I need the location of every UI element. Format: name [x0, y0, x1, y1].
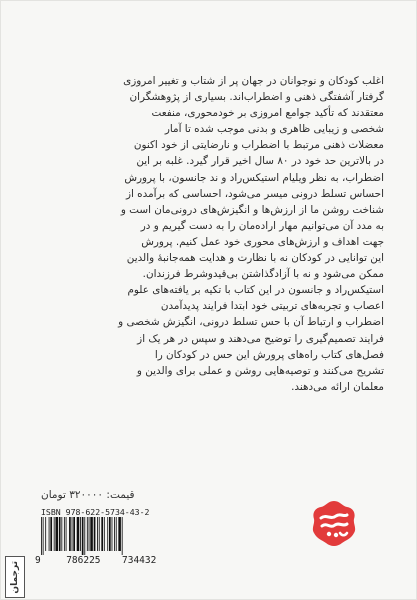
- barcode-digits: [35, 555, 165, 566]
- barcode-bar: [54, 517, 55, 551]
- publisher-logo-icon: [309, 498, 359, 548]
- barcode-bar: [64, 517, 65, 551]
- blurb-line: به مدد آن می‌توانیم مهار اراده‌مان را به دست گیریم و در: [140, 219, 384, 232]
- blurb-line: شخصی و زیبایی ظاهری و بدنی موجب شده تا آمار: [164, 123, 384, 136]
- blurb-line: اغلب کودکان و نوجوانان در جهان پر از شتاب و تغییر امروزی: [123, 75, 384, 87]
- barcode-bar: [89, 517, 90, 551]
- blurb-line: معلمان ارائه می‌دهند.: [291, 380, 384, 393]
- barcode-digit-first: 9: [35, 555, 41, 566]
- barcode-bar: [59, 517, 61, 551]
- blurb-line: تشریح می‌کنند و توصیه‌هایی روشن و عملی برای والدین و: [136, 364, 384, 377]
- barcode-bar: [99, 517, 100, 551]
- barcode-bar: [109, 517, 111, 551]
- barcode-bar: [118, 517, 121, 551]
- blurb-line: فرایند تصمیم‌گیری را توضیح می‌دهند و سپس در هر یک از: [137, 332, 384, 345]
- blurb-line: فصل‌های کتاب راه‌های پرورش این حس در کودکان را: [154, 348, 384, 361]
- barcode-bar: [43, 517, 44, 555]
- barcode-bar: [66, 517, 67, 551]
- blurb-line: گرفتار آشفتگی ذهنی و اضطراب‌اند. بسیاری از پژوهشگران: [129, 91, 384, 104]
- blurb-line: استیکس‌راد و جانسون در این کتاب با تکیه بر یافته‌های علوم: [127, 284, 384, 297]
- barcode-bar: [107, 517, 108, 551]
- spine-tab: [5, 556, 25, 598]
- blurb-line: شناخت روشن ما از ارزش‌ها و انگیزش‌های درونی‌مان است و: [120, 203, 384, 216]
- barcode-bar: [61, 517, 62, 551]
- barcode-bar: [84, 517, 85, 555]
- barcode-bar: [41, 517, 42, 555]
- spine-tab-label: ترجمان: [10, 560, 20, 594]
- barcode-bar: [90, 517, 93, 551]
- barcode-digits-left: 786225: [66, 555, 101, 566]
- barcode-bar: [72, 517, 73, 551]
- barcode-bar: [114, 517, 115, 551]
- barcode-bar: [82, 517, 84, 555]
- barcode: [39, 517, 155, 555]
- barcode-bar: [87, 517, 88, 551]
- blurb-line: اضطراب و ارتباط آن با حس تسلط درونی، انگیزش شخصی و: [118, 316, 384, 329]
- barcode-bar: [55, 517, 58, 551]
- barcode-bar: [73, 517, 75, 551]
- barcode-bar: [104, 517, 105, 551]
- barcode-bar: [80, 517, 81, 551]
- barcode-bar: [69, 517, 71, 551]
- blurb-line: در بالاترین حد خود در ۸۰ سال اخیر قرار گیرد. غلبه بر این: [136, 155, 384, 168]
- barcode-bar: [101, 517, 103, 551]
- barcode-bar: [94, 517, 96, 551]
- barcode-bar: [49, 517, 50, 551]
- blurb-line: این توانایی در کودکان نه با نظارت و هدایت همه‌جانبهٔ والدین: [126, 252, 384, 265]
- barcode-bar: [45, 517, 46, 551]
- blurb-line: معتقدند که تأکید جوامع امروزی بر خودمحوری، منفعت: [151, 107, 384, 120]
- isbn-text: ISBN 978-622-5734-43-2: [41, 507, 150, 517]
- barcode-bar: [122, 517, 123, 555]
- barcode-bar: [112, 517, 113, 551]
- blurb-line: ممکن می‌شود و نه با آزادگذاشتن بی‌قیدوشرط فرزندان.: [142, 268, 384, 281]
- blurb-line: جهت اهداف و ارزش‌های محوری خود عمل کنیم. پرورش: [141, 235, 384, 248]
- blurb-line: معضلات ذهنی مرتبط با اضطراب و نارضایتی از خود اکنون: [133, 139, 384, 152]
- barcode-bar: [77, 517, 80, 551]
- blurb-line: اعصاب و تجربه‌های تربیتی خود ابتدا فرایند پدیدآمدن: [160, 300, 384, 313]
- barcode-bar: [97, 517, 98, 551]
- blurb-line: احساس تسلط درونی میسر می‌شود، احساسی که برآمده از: [125, 187, 384, 200]
- barcode-digits-right: 734432: [122, 555, 157, 566]
- blurb-text: [39, 73, 384, 395]
- barcode-bar: [50, 517, 52, 551]
- barcode-bar: [116, 517, 117, 551]
- price-label: قیمت: ۳۲۰۰۰۰ تومان: [41, 489, 135, 501]
- blurb-line: اضطراب، به نظر ویلیام استیکس‌راد و ند جانسون، با پرورش: [124, 171, 384, 184]
